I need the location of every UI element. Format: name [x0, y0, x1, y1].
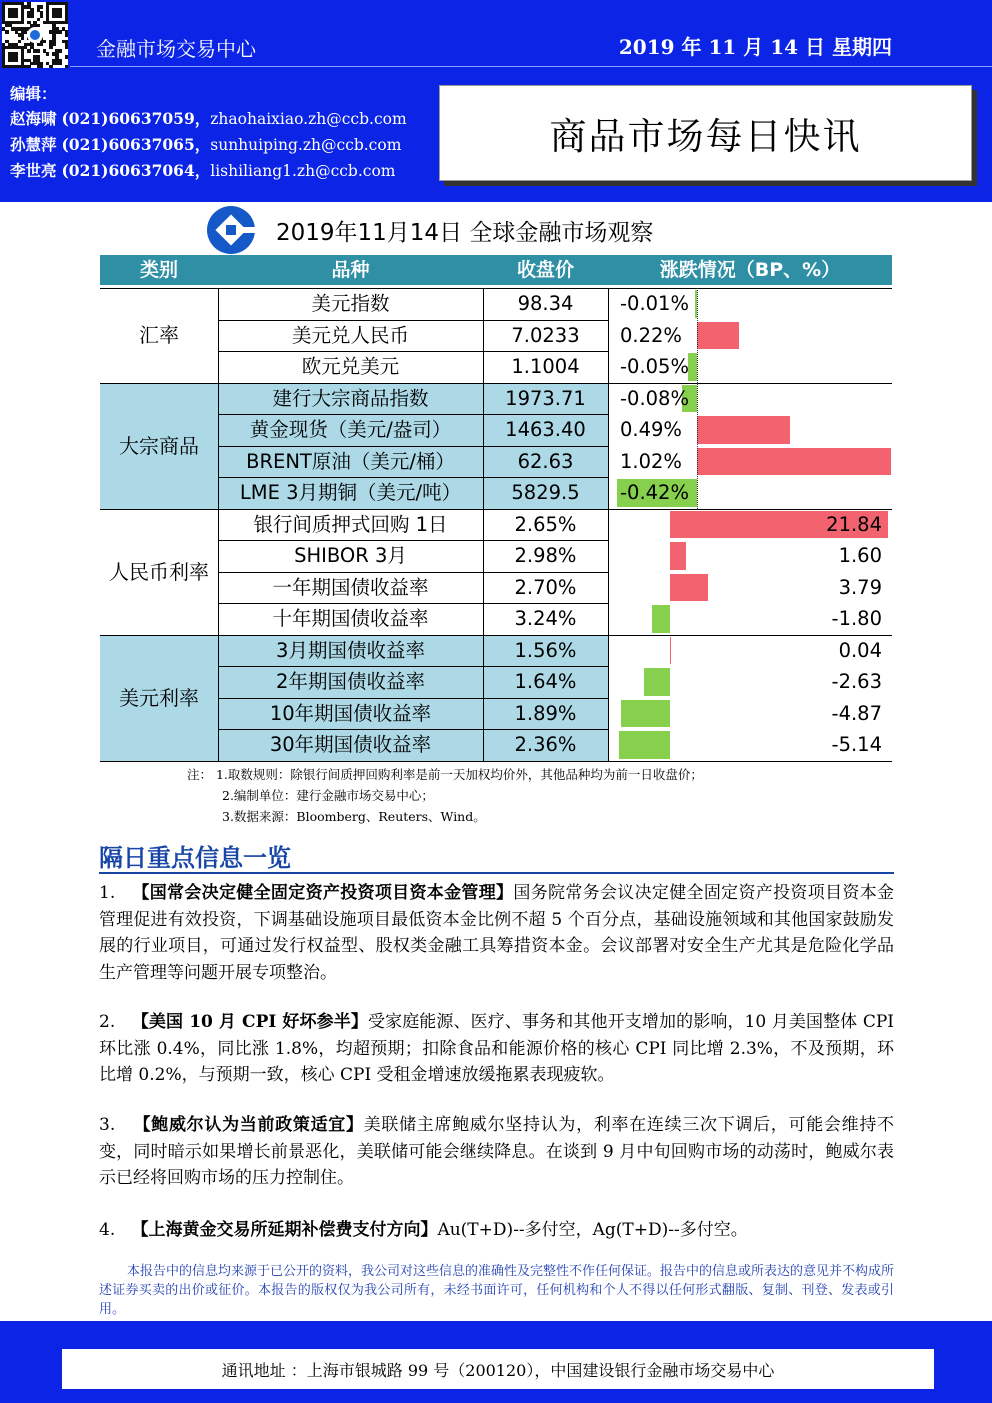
close-price: 2.65%	[514, 512, 577, 536]
change-bar-down	[644, 668, 670, 696]
change-value: -2.63	[831, 670, 882, 693]
close-price: 2.70%	[514, 575, 577, 599]
col-header-item: 品种	[331, 259, 370, 281]
news-item-body: Au(T+D)--多付空，Ag(T+D)--多付空。	[437, 1220, 748, 1240]
item-name: 建行大宗商品指数	[272, 386, 429, 410]
report-title-box	[439, 85, 972, 181]
change-value: 0.49%	[620, 418, 682, 441]
change-value: 0.04	[838, 638, 882, 662]
change-value: 1.02%	[620, 449, 682, 473]
change-value: 0.22%	[620, 323, 682, 347]
header-divider	[70, 66, 992, 67]
category-cell: 美元利率	[119, 685, 199, 710]
footer-address: 通讯地址 ：上海市银城路 99 号（200120），中国建设银行金融市场交易中心	[221, 1360, 775, 1380]
zero-axis	[697, 288, 698, 383]
qr-code-icon	[2, 2, 68, 68]
editor-line: 赵海啸 (021)60637059，zhaohaixiao.zh@ccb.com	[10, 109, 407, 128]
news-item-title: 【鲍威尔认为当前政策适宜】	[133, 1115, 364, 1135]
col-header-change: 涨跌情况（BP、%）	[659, 259, 841, 281]
news-item-title: 【国常会决定健全固定资产投资项目资本金管理】	[132, 883, 514, 903]
category-cell: 人民币利率	[109, 559, 209, 584]
change-value: -4.87	[831, 701, 882, 725]
footer-box	[62, 1349, 934, 1389]
change-value: -0.42%	[620, 481, 689, 504]
section-title: 隔日重点信息一览	[99, 843, 291, 872]
editors-label: 编辑：	[10, 84, 57, 103]
editor-email[interactable]: sunhuiping.zh@ccb.com	[210, 136, 402, 154]
item-name: BRENT原油（美元/桶）	[246, 449, 455, 473]
item-name: 黄金现货（美元/盎司）	[249, 418, 452, 441]
item-name: 一年期国债收益率	[272, 575, 429, 599]
table-header	[100, 255, 892, 285]
editor-line: 李世亮 (021)60637064，lishiliang1.zh@ccb.com	[10, 161, 396, 180]
change-bar-down	[619, 731, 670, 759]
change-bar-down	[652, 605, 670, 633]
close-price: 1.1004	[511, 355, 580, 378]
editor-email[interactable]: lishiliang1.zh@ccb.com	[210, 162, 396, 180]
item-name: 10年期国债收益率	[269, 701, 432, 725]
item-name: SHIBOR 3月	[294, 544, 407, 567]
news-item: 2. 【美国 10 月 CPI 好坏参半】受家庭能源、医疗、事务和其他开支增加的影响，10 月美国整体 CPI 环比涨 0.4%，同比涨 1.8%，均超预期；扣除食品和能源价格的核心 CPI 同比增 2.3%，不及预期，环比增 0.2%，与预期一致，核心 CPI 受租金增速放缓拖累表现疲软。	[99, 1012, 894, 1085]
col-header-category: 类别	[139, 259, 178, 281]
change-bar-down	[621, 700, 670, 728]
close-price: 5829.5	[511, 481, 580, 504]
column-rule	[608, 288, 609, 761]
table-title: 2019年11月14日 全球金融市场观察	[276, 220, 654, 246]
change-value: 21.84	[826, 512, 882, 536]
ccb-logo-icon	[207, 206, 255, 254]
editor-email[interactable]: zhaohaixiao.zh@ccb.com	[210, 110, 407, 128]
news-item-title: 【美国 10 月 CPI 好坏参半】	[131, 1012, 368, 1032]
section-rule	[99, 872, 894, 874]
item-name: 美元兑人民币	[291, 323, 409, 347]
close-price: 2.36%	[514, 733, 577, 756]
change-bar-up	[697, 322, 739, 350]
column-rule	[218, 288, 219, 761]
item-name: 美元指数	[311, 292, 390, 315]
report-title: 商品市场每日快讯	[549, 115, 862, 158]
news-item: 1. 【国常会决定健全固定资产投资项目资本金管理】国务院常务会议决定健全固定资产投资项目资本金管理促进有效投资，下调基础设施项目最低资本金比例不超 5 个百分点，基础设施领域和其他国家鼓励发展的行业项目，可通过发行权益型、股权类金融工具筹措资本金。会议部署对安全生产尤其是危险化学品生产管理等问题开展专项整治。	[99, 883, 895, 983]
change-value: 3.79	[838, 575, 882, 599]
item-name: 30年期国债收益率	[269, 733, 432, 756]
editor-line: 孙慧萍 (021)60637065，sunhuiping.zh@ccb.com	[10, 135, 402, 154]
note-line: 3.数据来源：Bloomberg、Reuters、Wind。	[222, 809, 486, 824]
change-bar-up	[697, 416, 790, 444]
change-bar-up	[670, 637, 671, 665]
news-item-body: 国务院常务会议决定健全固定资产投资项目资本金管理促进有效投资，下调基础设施项目最低资本金比例不超 5 个百分点，基础设施领域和其他国家鼓励发展的行业项目，可通过发行权益型、股权类金融工具筹措资本金。会议部署对安全生产尤其是危险化学品生产管理等问题开展专项整治。	[99, 883, 895, 983]
item-name: 3月期国债收益率	[276, 638, 425, 662]
col-header-close: 收盘价	[516, 259, 574, 281]
change-bar-up	[670, 574, 708, 602]
column-rule	[483, 288, 484, 761]
close-price: 1.89%	[514, 701, 577, 725]
category-cell: 汇率	[139, 323, 179, 347]
item-name: 2年期国债收益率	[276, 670, 425, 693]
zero-axis	[697, 383, 698, 509]
item-name: LME 3月期铜（美元/吨）	[239, 481, 462, 504]
close-price: 1973.71	[505, 386, 586, 410]
table-bottom-rule	[100, 761, 892, 762]
change-value: -0.08%	[620, 386, 689, 410]
close-price: 7.0233	[511, 323, 580, 347]
center-name: 金融市场交易中心	[96, 37, 256, 61]
category-cell: 大宗商品	[119, 433, 199, 458]
change-bar-up	[670, 542, 686, 570]
change-value: -0.05%	[620, 355, 689, 378]
close-price: 3.24%	[514, 607, 577, 630]
disclaimer: 本报告中的信息均来源于已公开的资料，我公司对这些信息的准确性及完整性不作任何保证。报告中的信息或所表达的意见并不构成所述证券买卖的出价或征价。本报告的版权仅为我公司所有，未经书面许可，任何机构和个人不得以任何形式翻版、复制、刊登、发表或引用。	[99, 1264, 895, 1317]
change-value: 1.60	[838, 544, 882, 567]
close-price: 1.64%	[514, 670, 577, 693]
editors-block	[10, 81, 407, 184]
news-item: 4. 【上海黄金交易所延期补偿费支付方向】Au(T+D)--多付空，Ag(T+D)--多付空。	[99, 1220, 748, 1240]
close-price: 62.63	[517, 449, 574, 473]
change-value: -5.14	[831, 733, 882, 756]
close-price: 2.98%	[514, 544, 577, 567]
change-bar-up	[697, 448, 891, 476]
change-value: -0.01%	[620, 292, 689, 315]
change-value: -1.80	[831, 607, 882, 630]
news-item: 3. 【鲍威尔认为当前政策适宜】美联储主席鲍威尔坚持认为，利率在连续三次下调后，可能会维持不变，同时暗示如果增长前景恶化，美联储可能会继续降息。在谈到 9 月中旬回购市场的动荡时，鲍威尔表示已经将回购市场的压力控制住。	[99, 1115, 895, 1188]
note-line: 2.编制单位：建行金融市场交易中心；	[222, 788, 434, 803]
table-notes	[187, 764, 703, 827]
item-name: 十年期国债收益率	[272, 607, 429, 630]
note-line: 注： 1.取数规则：除银行间质押回购利率是前一天加权均价外，其他品种均为前一日收盘价；	[187, 767, 703, 782]
close-price: 1463.40	[505, 418, 586, 441]
close-price: 98.34	[517, 292, 574, 315]
item-name: 欧元兑美元	[301, 355, 400, 378]
close-price: 1.56%	[514, 638, 577, 662]
news-item-body: 受家庭能源、医疗、事务和其他开支增加的影响，10 月美国整体 CPI 环比涨 0.4%，同比涨 1.8%，均超预期；扣除食品和能源价格的核心 CPI 同比增 2.3%，不及预期，环比增 0.2%，与预期一致，核心 CPI 受租金增速放缓拖累表现疲软。	[99, 1012, 894, 1085]
news-item-body: 美联储主席鲍威尔坚持认为，利率在连续三次下调后，可能会维持不变，同时暗示如果增长前景恶化，美联储可能会继续降息。在谈到 9 月中旬回购市场的动荡时，鲍威尔表示已经将回购市场的压力控制住。	[99, 1115, 895, 1188]
report-date: 2019 年 11 月 14 日 星期四	[618, 35, 892, 59]
item-name: 银行间质押式回购 1日	[253, 512, 448, 536]
news-item-title: 【上海黄金交易所延期补偿费支付方向】	[131, 1220, 438, 1240]
